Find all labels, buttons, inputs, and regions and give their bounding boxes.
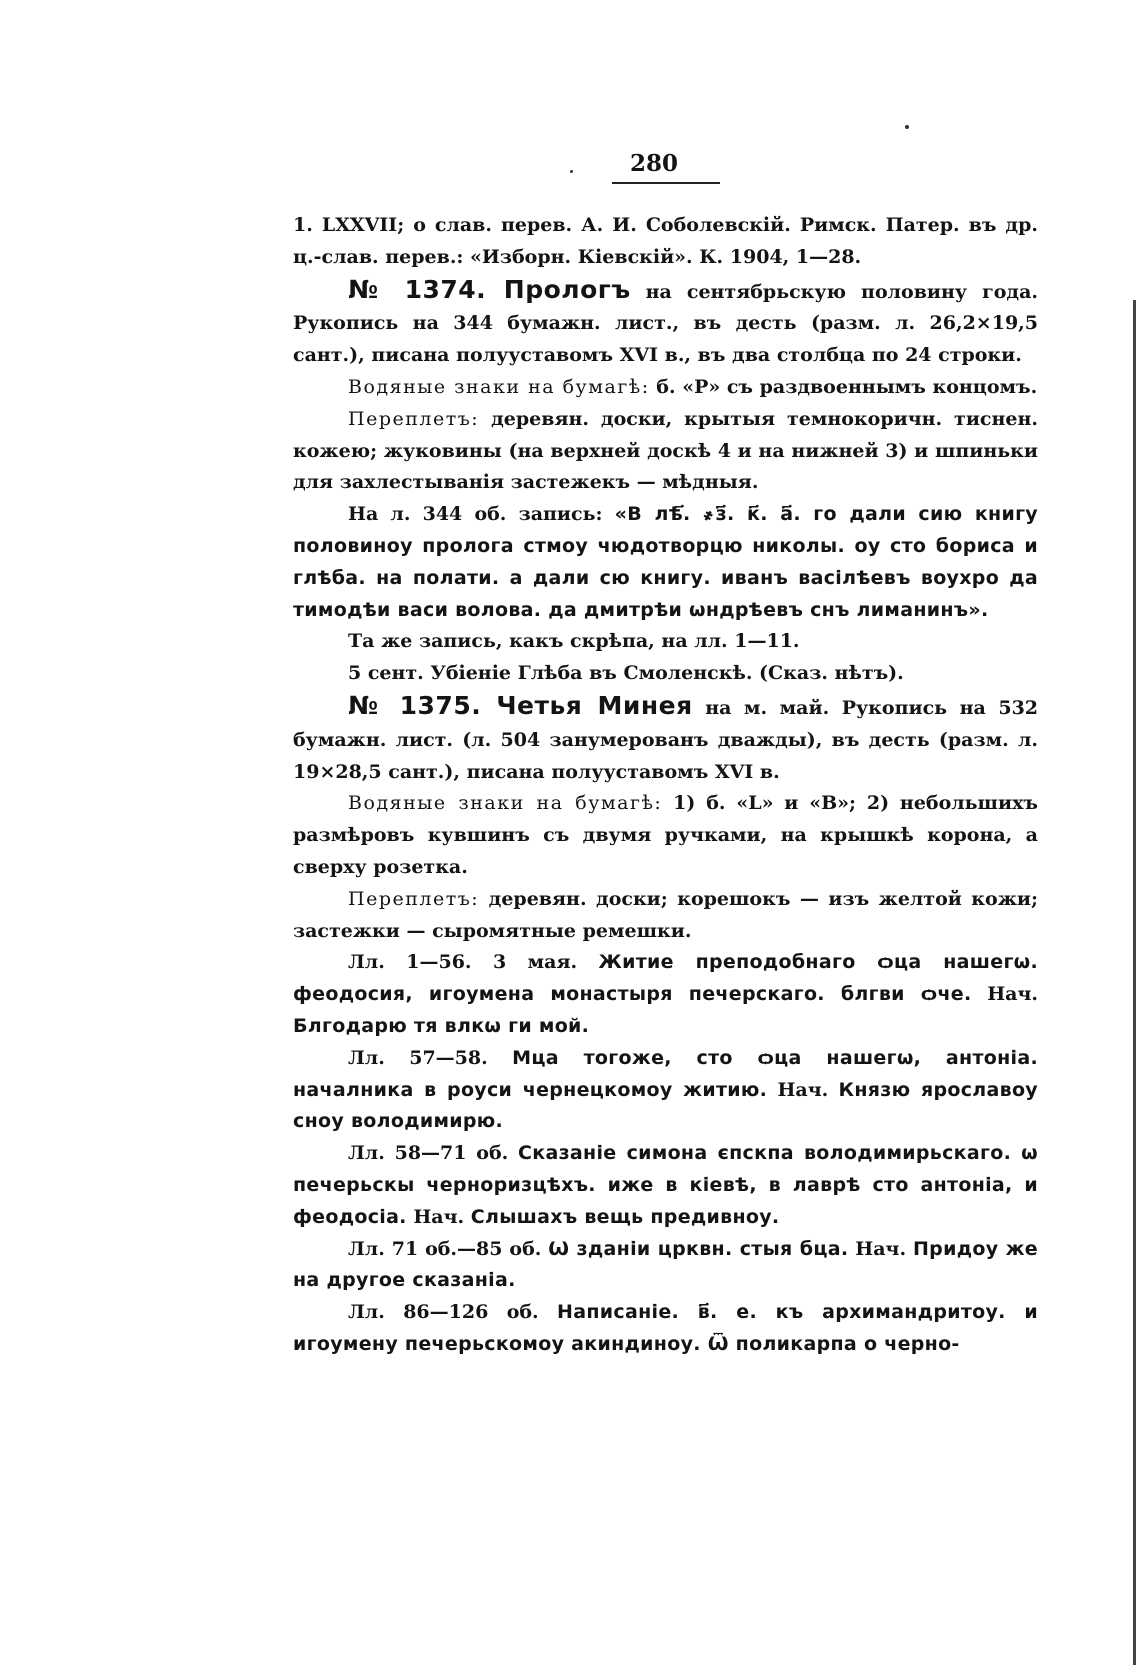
church-slavonic-quote: Блгодарю тя влкѡ ги мой. xyxy=(293,1014,590,1037)
church-slavonic-quote: Князю ярославоу сноу володимирю. xyxy=(293,1078,1038,1133)
paragraph-p8 xyxy=(293,788,1038,883)
paragraph-p11 xyxy=(293,1043,1038,1138)
body-text: на сентябрьскую половину года. Рукопись на 344 бумажн. лист., въ десть (разм. л. 26,2×19,5 сант.), писана полууставомъ XVI в., въ два столбца по 24 строки. xyxy=(293,280,1038,367)
body-text: Нач. xyxy=(848,1237,913,1260)
paragraph-p1 xyxy=(293,274,1038,372)
paragraph-p10 xyxy=(293,947,1038,1042)
church-slavonic-quote: Написаніе. в҃. е. къ архимандритоу. и игоумену печерьскомоу акиндиноу. Ѿ поликарпа о черно- xyxy=(293,1301,1039,1355)
body-text: На л. 344 об. запись: xyxy=(348,503,615,526)
catalog-text xyxy=(293,210,1038,1361)
field-label: Водяные знаки на бумагѣ: xyxy=(348,375,650,398)
entry-heading: № 1374. Прологъ xyxy=(348,274,631,304)
paragraph-p13 xyxy=(293,1234,1038,1298)
body-text: б. «Р» съ раздвоеннымъ концомъ. xyxy=(649,375,1038,398)
body-text: деревян. доски, крытыя темнокоричн. тиснен. кожею; жуковины (на верхней доскѣ 4 и на нижней 3) и шпиньки для захлестыванія застежекъ — мѣдныя. xyxy=(293,407,1038,494)
church-slavonic-quote: «В лѣ҃. ҂з҃. к҃. а҃. го дали сию книгу половиноу пролога стмоу чюдотворцю николы. оу сто бориса и глѣба. на полати. а дали сю книгу. иванъ васілѣевъ воухро да тимодѣи васи волова. да дмитрѣи ѡндрѣевъ снъ лиманинъ». xyxy=(293,503,1038,621)
page-edge-line xyxy=(1133,300,1136,1665)
body-text: Нач. xyxy=(767,1078,839,1101)
church-slavonic-quote: Мца тогоже, сто ѻца нашегѡ, антоніа. началника в роуси чернецкомоу житию. xyxy=(293,1046,1038,1101)
page-number: 280 xyxy=(630,150,679,177)
church-slavonic-quote: Сказаніе симона єпскпа володимирьскаго. ѡ печерьскы черноризцѣхъ. иже в кіевѣ, в лаврѣ сто антоніа, и феодосіа. xyxy=(293,1142,1039,1228)
body-text: Нач. xyxy=(406,1205,471,1228)
body-text: Лл. 57—58. xyxy=(348,1046,513,1069)
field-label: Переплетъ: xyxy=(348,407,480,430)
paragraph-p3 xyxy=(293,404,1038,499)
body-text: Лл. 86—126 об. xyxy=(348,1301,558,1324)
body-text: на м. май. Рукопись на 532 бумажн. лист. (л. 504 занумерованъ дважды), въ десть (разм. л. 19×28,5 сант.), писана полууставомъ XVI в. xyxy=(293,696,1039,783)
body-text: Лл. 58—71 об. xyxy=(348,1142,519,1165)
paragraph-p7 xyxy=(293,690,1038,788)
body-text: 1. LXXVII; о слав. перев. А. И. Соболевскій. Римск. Патер. въ др. ц.-слав. перев.: «Изборн. Кіевскій». К. 1904, 1—28. xyxy=(293,214,1038,268)
page-number-rule xyxy=(612,182,720,184)
church-slavonic-quote: Житие преподобнаго ѻца нашегѡ. феодосия, игоумена монастыря печерскаго. блгви ѻче. xyxy=(293,951,1039,1006)
paragraph-p9 xyxy=(293,884,1038,948)
body-text: 1) б. «L» и «B»; 2) небольшихъ размѣровъ кувшинъ съ двумя ручками, на крышкѣ корона, а сверху розетка. xyxy=(293,792,1038,878)
paragraph-p0 xyxy=(293,210,1038,274)
margin-dot-left xyxy=(570,170,573,173)
church-slavonic-quote: Придоу же на другое сказаніа. xyxy=(293,1237,1038,1292)
paragraph-p6 xyxy=(293,658,1038,690)
field-label: Переплетъ: xyxy=(348,887,480,910)
body-text: Нач. xyxy=(971,983,1038,1006)
paragraph-p14 xyxy=(293,1297,1038,1361)
body-text: Та же запись, какъ скрѣпа, на лл. 1—11. xyxy=(348,630,800,653)
field-label: Водяные знаки на бумагѣ: xyxy=(348,792,663,815)
entry-heading: № 1375. Четья Минея xyxy=(348,690,693,720)
body-text: деревян. доски; корешокъ — изъ желтой кожи; застежки — сыромятные ремешки. xyxy=(293,887,1038,942)
paragraph-p5 xyxy=(293,626,1038,658)
church-slavonic-quote: Слышахъ вещь предивноу. xyxy=(470,1205,780,1228)
body-text: Лл. 1—56. 3 мая. xyxy=(348,951,599,974)
paragraph-p2 xyxy=(293,372,1038,404)
body-text: Лл. 71 об.—85 об. xyxy=(348,1237,549,1260)
margin-dot-right xyxy=(905,125,909,129)
paragraph-p4 xyxy=(293,499,1038,626)
body-text: 5 сент. Убіеніе Глѣба въ Смоленскѣ. (Сказ. нѣтъ). xyxy=(348,662,904,685)
church-slavonic-quote: Ѡ зданіи црквн. стыя бца. xyxy=(548,1237,849,1260)
paragraph-p12 xyxy=(293,1138,1038,1233)
